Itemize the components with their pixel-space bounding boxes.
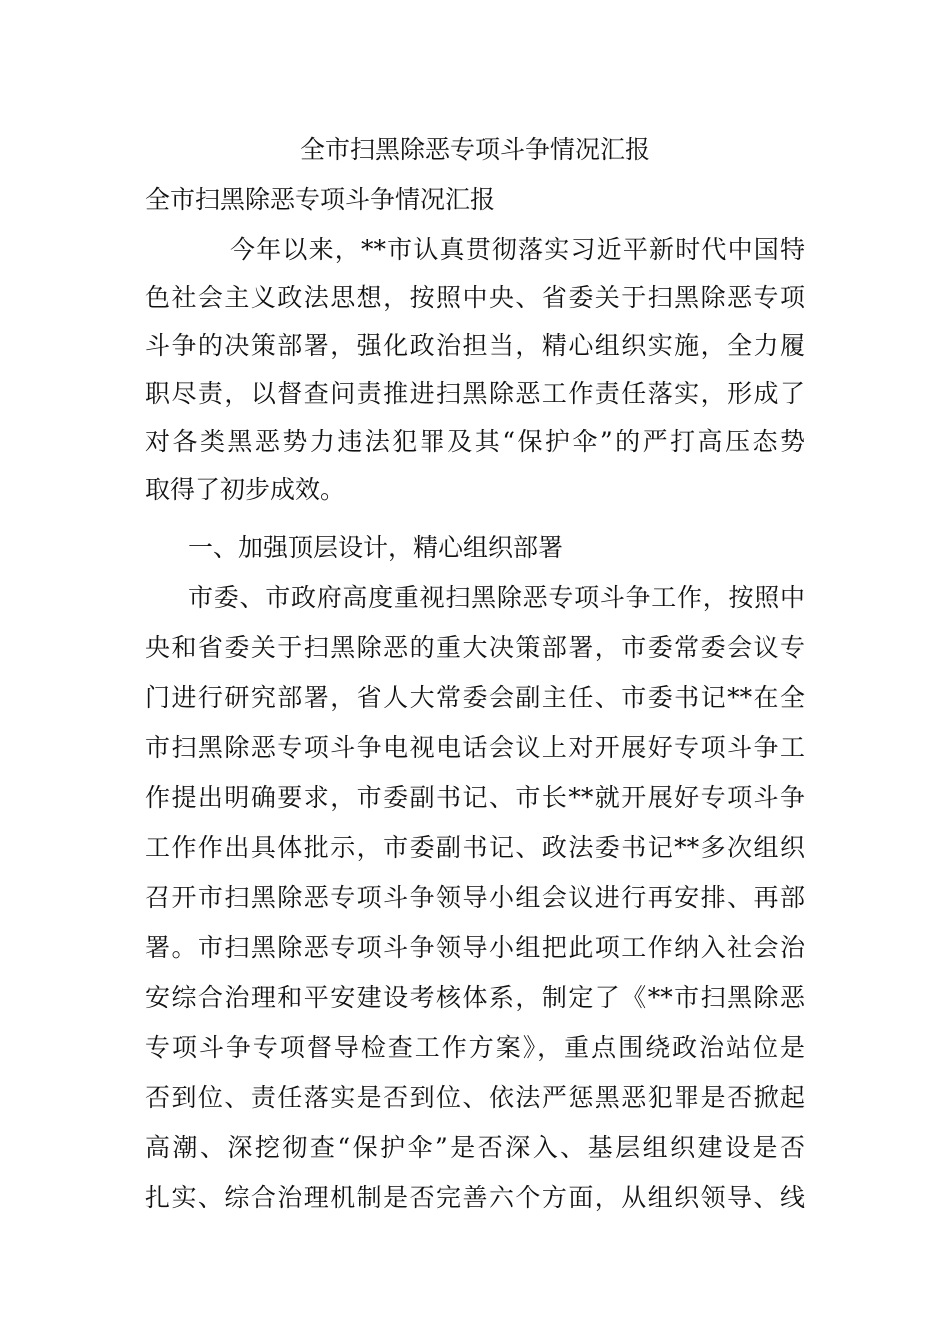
intro-line-4: 职尽责，以督查问责推进扫黑除恶工作责任落实，形成了: [145, 379, 805, 408]
body-line-11: 否到位、责任落实是否到位、依法严惩黑恶犯罪是否掀起: [145, 1083, 805, 1112]
body-line-6: 工作作出具体批示，市委副书记、政法委书记**多次组织: [145, 833, 805, 862]
body-line-12: 高潮、深挖彻查“保护伞”是否深入、基层组织建设是否: [145, 1133, 805, 1162]
body-line-4: 市扫黑除恶专项斗争电视电话会议上对开展好专项斗争工: [145, 733, 805, 762]
intro-line-5: 对各类黑恶势力违法犯罪及其“保护伞”的严打高压态势: [145, 427, 805, 456]
body-line-2: 央和省委关于扫黑除恶的重大决策部署，市委常委会议专: [145, 633, 805, 662]
section-heading: 一、加强顶层设计，精心组织部署: [188, 533, 564, 562]
intro-line-3: 斗争的决策部署，强化政治担当，精心组织实施，全力履: [145, 331, 805, 360]
document-title: 全市扫黑除恶专项斗争情况汇报: [299, 135, 650, 164]
body-line-9: 安综合治理和平安建设考核体系，制定了《**市扫黑除恶: [145, 983, 805, 1012]
body-line-10: 专项斗争专项督导检查工作方案》，重点围绕政治站位是: [145, 1033, 805, 1062]
body-line-5: 作提出明确要求，市委副书记、市长**就开展好专项斗争: [145, 783, 805, 812]
body-line-7: 召开市扫黑除恶专项斗争领导小组会议进行再安排、再部: [145, 883, 805, 912]
body-line-13: 扎实、综合治理机制是否完善六个方面，从组织领导、线: [145, 1183, 805, 1212]
body-line-1: 市委、市政府高度重视扫黑除恶专项斗争工作，按照中: [188, 583, 805, 612]
intro-line-2: 色社会主义政法思想，按照中央、省委关于扫黑除恶专项: [145, 283, 805, 312]
intro-line-1: 今年以来，**市认真贯彻落实习近平新时代中国特: [230, 235, 805, 264]
body-line-8: 署。市扫黑除恶专项斗争领导小组把此项工作纳入社会治: [145, 933, 805, 962]
document-subtitle: 全市扫黑除恶专项斗争情况汇报: [145, 185, 496, 214]
body-line-3: 门进行研究部署，省人大常委会副主任、市委书记**在全: [145, 683, 805, 712]
intro-line-6: 取得了初步成效。: [145, 475, 346, 504]
